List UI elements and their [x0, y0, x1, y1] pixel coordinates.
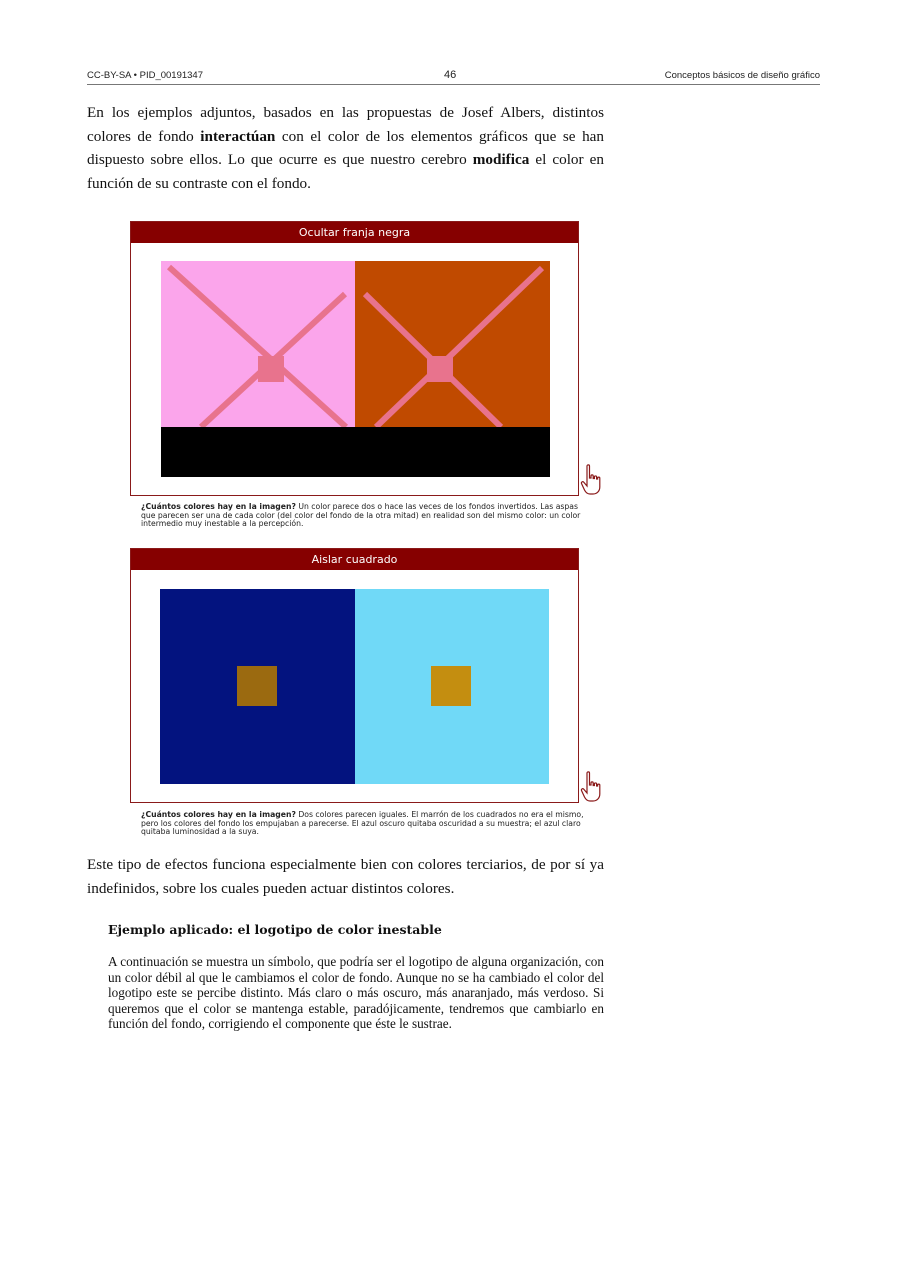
figure1-caption-text: Un color parece dos o hace las veces de los fondos invertidos. Las aspas que parecen ser una de cada color (del color del fondo de la otra mitad) en realidad son del mismo color: un color intermedio muy inestable a la percepción. — [141, 502, 581, 529]
header-license: CC-BY-SA • PID_00191347 — [87, 70, 203, 81]
hand-pointer-icon[interactable] — [580, 771, 602, 803]
figure-interactive-x — [130, 221, 579, 496]
intro-bold-2: modifica — [472, 151, 530, 168]
example-body: A continuación se muestra un símbolo, que podría ser el logotipo de alguna organización, con un color débil al que le cambiamos el color de fondo. Aunque no se ha cambiado el color del logotipo este se percibe distinto. Más claro o más oscuro, más anaranjado, más verdoso. Si queremos que el color se mantenga estable, paradójicamente, tendremos que cambiarlo en función del fondo, corrigiendo el componente que éste le sustrae. — [108, 954, 604, 1031]
intro-paragraph — [87, 101, 604, 195]
intro-text-3: el color en función de su contraste con el fondo. — [87, 151, 604, 192]
hide-black-band-button[interactable]: Ocultar franja negra — [131, 222, 578, 243]
intro-bold-1: interactúan — [200, 127, 276, 145]
example-title: Ejemplo aplicado: el logotipo de color inestable — [108, 922, 442, 937]
figure-interactive-squares — [130, 548, 579, 803]
page-number: 46 — [444, 69, 457, 81]
figure1-caption-bold: ¿Cuántos colores hay en la imagen? — [141, 502, 296, 511]
figure2-illustration — [131, 549, 577, 801]
isolate-square-button[interactable]: Aislar cuadrado — [131, 549, 578, 570]
figure2-caption-text: Dos colores parecen iguales. El marrón de los cuadrados no era el mismo, pero los colores del fondo los empujaban a parecerse. El azul oscuro quitaba oscuridad a su muestra; el azul claro quitaba luminosidad a la suya. — [141, 810, 584, 837]
hand-pointer-icon[interactable] — [580, 464, 602, 496]
fig2-right-square — [431, 666, 471, 706]
figure1-illustration — [131, 222, 577, 494]
figure1-caption — [141, 503, 591, 529]
header-divider — [87, 84, 820, 85]
intro-text-2: con el color de los elementos gráficos que se han dispuesto sobre ellos. Lo que ocurre es que nuestro cerebro — [87, 127, 605, 168]
fig1-black-band — [161, 427, 550, 477]
figure2-caption-bold: ¿Cuántos colores hay en la imagen? — [141, 810, 296, 819]
body-paragraph: Este tipo de efectos funciona especialmente bien con colores terciarios, de por sí ya indefinidos, sobre los cuales pueden actuar distintos colores. — [87, 856, 604, 897]
intro-text-1: En los ejemplos adjuntos, basados en las propuestas de Josef Albers, distintos colores de fondo — [87, 104, 604, 145]
fig2-left-square — [237, 666, 277, 706]
header-title: Conceptos básicos de diseño gráfico — [664, 70, 820, 81]
figure2-caption — [141, 811, 591, 837]
